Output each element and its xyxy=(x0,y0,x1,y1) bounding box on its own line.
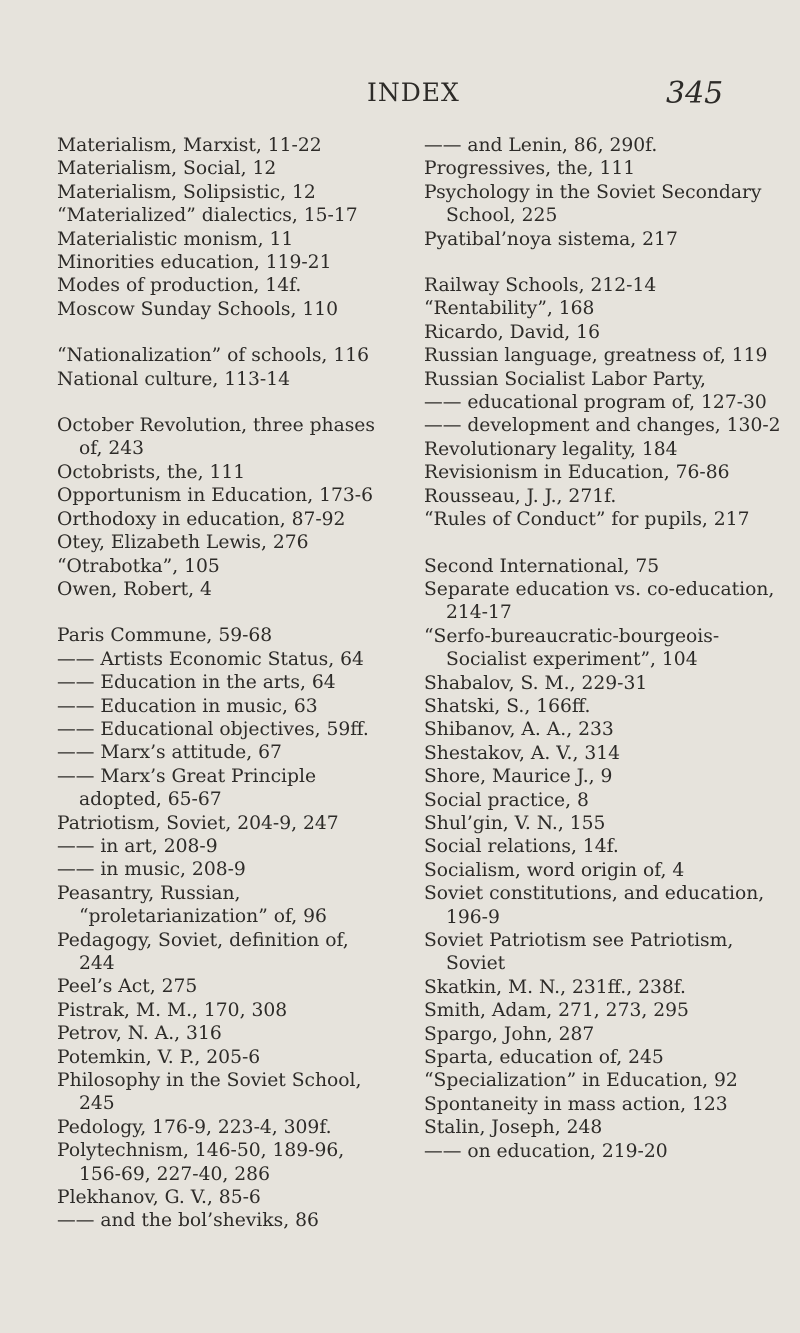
index-entry: —— development and changes, 130-2 xyxy=(424,415,781,437)
index-entry: Materialism, Marxist, 11-22 xyxy=(57,135,322,156)
index-entry: Pistrak, M. M., 170, 308 xyxy=(57,999,288,1021)
index-entry: Spargo, John, 287 xyxy=(424,1023,595,1045)
index-entry: Shatski, S., 166ff. xyxy=(424,695,591,717)
index-entry: National culture, 113-14 xyxy=(57,368,290,390)
index-entry: Modes of production, 14f. xyxy=(57,275,302,297)
index-entry: Orthodoxy in education, 87-92 xyxy=(57,508,346,530)
index-entry: “Serfo-bureaucratic-bourgeois-Socialist experiment”, 104 xyxy=(424,625,720,671)
index-entry: Octobrists, the, 111 xyxy=(57,461,246,483)
index-entry: —— and the bol’sheviks, 86 xyxy=(57,1210,319,1232)
index-entry: —— Marx’s Great Principle adopted, 65-67 xyxy=(57,765,317,811)
index-entry: Moscow Sunday Schools, 110 xyxy=(57,298,339,320)
index-entry: Philosophy in the Soviet School, 245 xyxy=(57,1070,362,1115)
index-entry: “Specialization” in Education, 92 xyxy=(424,1070,738,1092)
index-entry: Pedology, 176-9, 223-4, 309f. xyxy=(57,1116,332,1138)
index-entry: Polytechnism, 146-50, 189-96, 156-69, 227-40, 286 xyxy=(57,1140,345,1185)
index-entry: October Revolution, three phases of, 243 xyxy=(57,415,375,460)
index-entry: Socialism, word origin of, 4 xyxy=(424,859,685,881)
index-entry: Petrov, N. A., 316 xyxy=(57,1023,222,1045)
index-entry: —— Marx’s attitude, 67 xyxy=(57,742,282,764)
index-entry: —— Artists Economic Status, 64 xyxy=(57,648,364,670)
index-entry: Skatkin, M. N., 231ff., 238f. xyxy=(424,976,686,998)
section-gap xyxy=(424,532,790,555)
index-entry: “Rules of Conduct” for pupils, 217 xyxy=(424,509,750,531)
index-entry: Minorities education, 119-21 xyxy=(57,252,332,274)
index-entry: Spontaneity in mass action, 123 xyxy=(424,1093,728,1115)
index-entry: Smith, Adam, 271, 273, 295 xyxy=(424,1000,689,1022)
index-entry: Shibanov, A. A., 233 xyxy=(424,719,614,741)
index-entry: Pedagogy, Soviet, definition of, 244 xyxy=(57,929,349,974)
index-entry: Rousseau, J. J., 271f. xyxy=(424,485,617,507)
index-entry: Second International, 75 xyxy=(424,555,660,577)
index-entry: Shore, Maurice J., 9 xyxy=(424,766,613,788)
index-entry: Materialistic monism, 11 xyxy=(57,228,294,250)
index-entry: Materialism, Social, 12 xyxy=(57,158,277,180)
index-entry: —— on education, 219-20 xyxy=(424,1140,668,1162)
index-entry: Otey, Elizabeth Lewis, 276 xyxy=(57,532,309,554)
index-entry: Revisionism in Education, 76-86 xyxy=(424,462,730,484)
index-entry: “Rentability”, 168 xyxy=(424,298,595,320)
section-gap xyxy=(57,391,375,414)
index-entry: Opportunism in Education, 173-6 xyxy=(57,485,373,507)
index-entry: Shabalov, S. M., 229-31 xyxy=(424,672,648,694)
index-entry: Stalin, Joseph, 248 xyxy=(424,1117,603,1139)
index-entry: Progressives, the, 111 xyxy=(424,158,636,180)
index-entry: Shul’gin, V. N., 155 xyxy=(424,812,606,834)
index-column-left xyxy=(57,134,375,1233)
index-entry: Potemkin, V. P., 205-6 xyxy=(57,1046,261,1068)
index-entry: Soviet constitutions, and education, 196-9 xyxy=(424,883,765,928)
index-entry: Soviet Patriotism see Patriotism, Soviet xyxy=(424,930,734,975)
index-entry: Separate education vs. co-education, 214-17 xyxy=(424,578,775,624)
section-gap xyxy=(424,251,790,274)
page-title: INDEX xyxy=(367,78,460,107)
index-entry: Social relations, 14f. xyxy=(424,836,619,858)
index-entry: Russian language, greatness of, 119 xyxy=(424,345,768,367)
index-entry: —— in art, 208-9 xyxy=(57,835,218,857)
index-entry: Owen, Robert, 4 xyxy=(57,578,212,600)
index-entry: —— Educational objectives, 59ff. xyxy=(57,718,369,740)
index-entry: Peasantry, Russian, “proletarianization” of, 96 xyxy=(57,882,327,928)
index-entry: Sparta, education of, 245 xyxy=(424,1047,664,1069)
index-entry: “Otrabotka”, 105 xyxy=(57,555,220,577)
index-entry: “Materialized” dialectics, 15-17 xyxy=(57,205,358,227)
page-number: 345 xyxy=(666,76,724,111)
index-entry: Revolutionary legality, 184 xyxy=(424,438,678,460)
index-entry: Plekhanov, G. V., 85-6 xyxy=(57,1187,261,1209)
index-entry: Social practice, 8 xyxy=(424,789,589,811)
index-entry: Patriotism, Soviet, 204-9, 247 xyxy=(57,812,339,834)
section-gap xyxy=(57,321,375,344)
index-entry: Pyatibal’noya sistema, 217 xyxy=(424,228,678,250)
index-entry: Railway Schools, 212-14 xyxy=(424,275,657,297)
page-header xyxy=(0,78,800,118)
index-entry: Ricardo, David, 16 xyxy=(424,321,600,343)
index-entry: —— in music, 208-9 xyxy=(57,859,246,881)
index-entry: —— educational program of, 127-30 xyxy=(424,392,767,414)
index-column-right xyxy=(424,134,790,1163)
section-gap xyxy=(57,601,375,624)
index-entry: Shestakov, A. V., 314 xyxy=(424,742,621,764)
index-entry: Psychology in the Soviet Secondary School, 225 xyxy=(424,181,762,227)
index-entry: Paris Commune, 59-68 xyxy=(57,625,273,647)
index-entry: Materialism, Solipsistic, 12 xyxy=(57,181,316,203)
index-entry: “Nationalization” of schools, 116 xyxy=(57,345,369,367)
index-entry: Peel’s Act, 275 xyxy=(57,976,198,998)
index-entry: Russian Socialist Labor Party, xyxy=(424,368,706,390)
index-entry: —— Education in the arts, 64 xyxy=(57,672,336,694)
index-entry: —— Education in music, 63 xyxy=(57,695,318,717)
index-entry: —— and Lenin, 86, 290f. xyxy=(424,135,658,156)
